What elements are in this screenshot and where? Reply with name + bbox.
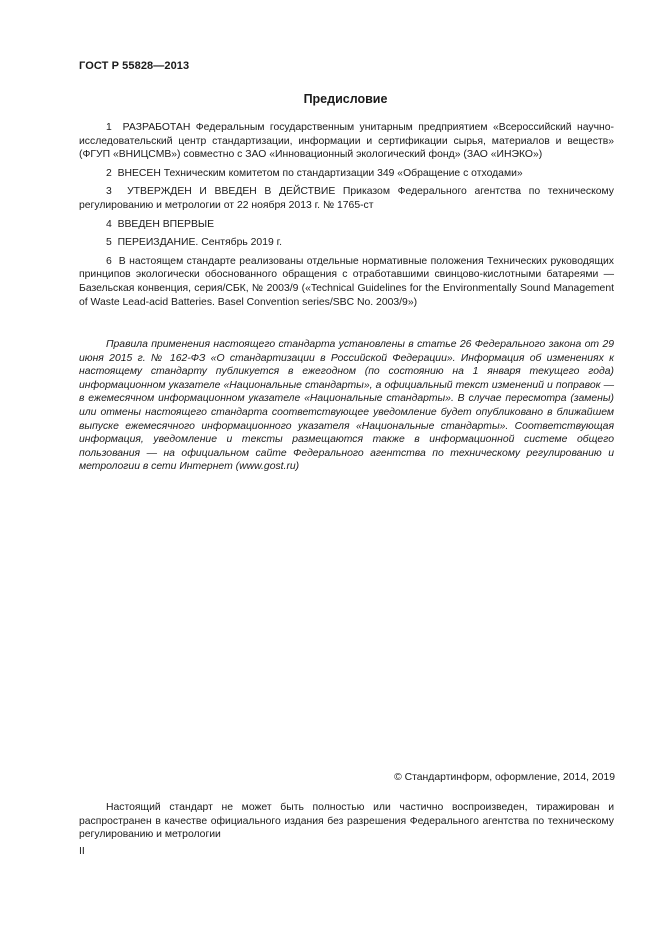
application-notice [79,338,614,474]
section-title: Предисловие [303,92,388,106]
legal-notice [79,801,614,842]
preface-item [79,167,614,181]
item-number: 5 [106,237,112,249]
page-number: II [79,846,85,857]
item-lead: РАЗРАБОТАН [122,122,191,133]
item-text: Техническим комитетом по стандартизации 349 «Обращение с отходами» [160,167,523,179]
preface-items [79,121,614,314]
preface-item [79,236,614,250]
item-lead: ВВЕДЕН ВПЕРВЫЕ [117,218,215,230]
preface-item [79,255,614,309]
item-number: 4 [106,218,112,230]
preface-item [79,218,614,232]
item-number: 1 [106,122,112,133]
item-lead: УТВЕРЖДЕН И ВВЕДЕН В ДЕЙСТВИЕ [127,186,336,198]
item-text: В настоящем стандарте реализованы отдельные нормативные положения Технических руководящих принципов экологически обоснованного обращения с отработавшими свинцово-кислотными батареями — Базельская конвенция, серия/СБК, № 2003/9 («Technical Guidelines for the Environmentally Sound Management of Waste Lead-acid Batteries. Basel Convention series/SBC No. 2003/9») [79,255,614,308]
preface-item [79,185,614,212]
item-lead: ВНЕСЕН [117,167,161,179]
item-number: 2 [106,167,112,179]
document-id: ГОСТ Р 55828—2013 [79,60,190,72]
item-text: Сентябрь 2019 г. [198,237,283,249]
notice-text: Правила применения настоящего стандарта установлены в статье 26 Федерального закона от 29 июня 2015 г. № 162-ФЗ «О стандартизации в Российской Федерации». Информация об изменениях к настоящему стандарту публикуется в ежегодном (по состоянию на 1 января текущего года) информационном указателе «Национальные стандарты», а официальный текст изменений и поправок — в ежемесячном информационном указателе «Национальные стандарты». В случае пересмотра (замены) или отмены настоящего стандарта соответствующее уведомление будет опубликовано в ближайшем выпуске ежемесячного информационного указателя «Национальные стандарты». Соответствующая информация, уведомление и тексты размещаются также в информационной системе общего пользования — на официальном сайте Федерального агентства по техническому регулированию и метрологии в сети Интернет (www.gost.ru) [79,339,614,473]
legal-text: Настоящий стандарт не может быть полностью или частично воспроизведен, тиражирован и распространен в качестве официального издания без разрешения Федерального агентства по техническому регулированию и метрологии [79,802,614,841]
copyright-line: © Стандартинформ, оформление, 2014, 2019 [394,772,615,783]
preface-item [79,121,614,162]
item-text: Федеральным государственным унитарным предприятием «Всероссийский научно-исследовательский центр стандартизации, информации и сертификации сырья, материалов и веществ» (ФГУП «ВНИЦСМВ») совместно с ЗАО «Инновационный экологический фонд» (ЗАО «ИНЭКО») [79,122,615,161]
item-number: 6 [106,255,112,267]
item-text: Приказом Федерального агентства по техническому регулированию и метрологии от 22 ноября 2013 г. № 1765-ст [79,186,614,211]
item-number: 3 [106,186,112,198]
item-lead: ПЕРЕИЗДАНИЕ. [117,237,199,249]
